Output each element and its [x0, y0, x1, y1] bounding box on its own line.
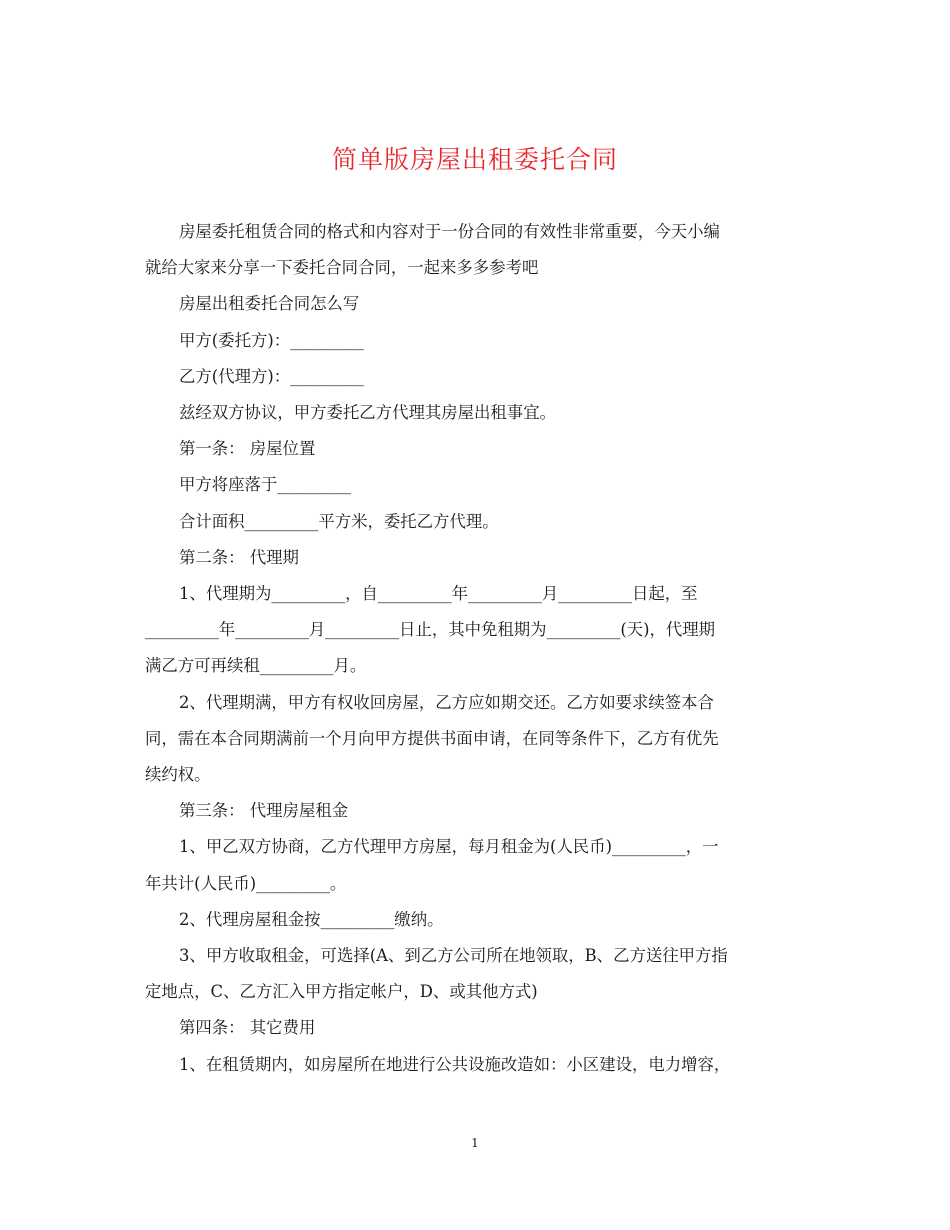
document-title: 简单版房屋出租委托合同 [331, 145, 618, 174]
paragraph-line: 同，需在本合同期满前一个月向甲方提供书面申请，在同等条件下，乙方有优先 [145, 728, 719, 748]
page-number: 1 [471, 1136, 479, 1150]
paragraph-line: 房屋出租委托合同怎么写 [179, 294, 360, 314]
paragraph-line: 合计面积_________平方米，委托乙方代理。 [179, 511, 499, 531]
paragraph-line: 满乙方可再续租_________月。 [145, 656, 367, 676]
paragraph-line: 兹经双方协议，甲方委托乙方代理其房屋出租事宜。 [179, 403, 556, 423]
paragraph-line: 1、代理期为_________，自_________年_________月_________日起，至 [179, 584, 698, 604]
document-body [145, 214, 801, 1083]
paragraph-line: 1、在租赁期内，如房屋所在地进行公共设施改造如：小区建设，电力增容， [179, 1054, 731, 1074]
section-heading: 第二条： 代理期 [179, 547, 299, 567]
paragraph-line: 就给大家来分享一下委托合同合同，一起来多多参考吧 [145, 258, 539, 278]
paragraph-line: 甲方将座落于_________ [179, 475, 352, 495]
paragraph-line: 3、甲方收取租金，可选择(A、到乙方公司所在地领取，B、乙方送往甲方指 [179, 946, 728, 966]
paragraph-line: 定地点，C、乙方汇入甲方指定帐户，D、或其他方式) [145, 982, 538, 1002]
paragraph-line: 年共计(人民币)_________。 [145, 873, 347, 893]
paragraph-line: 甲方(委托方)：_________ [179, 330, 364, 350]
section-heading: 第一条： 房屋位置 [179, 439, 316, 459]
paragraph-line: 续约权。 [145, 765, 211, 785]
section-heading: 第四条： 其它费用 [179, 1018, 316, 1038]
paragraph-line: 房屋委托租赁合同的格式和内容对于一份合同的有效性非常重要，今天小编 [179, 222, 720, 241]
paragraph-line: 乙方(代理方)：_________ [179, 366, 364, 386]
paragraph-line: 1、甲乙双方协商，乙方代理甲方房屋，每月租金为(人民币)_________，一 [179, 837, 719, 857]
paragraph-line: _________年_________月_________日止，其中免租期为_________(天)，代理期 [145, 620, 716, 640]
paragraph-line: 2、代理房屋租金按_________缴纳。 [179, 909, 444, 929]
paragraph-line: 2、代理期满，甲方有权收回房屋，乙方应如期交还。乙方如要求续签本合 [179, 692, 714, 712]
section-heading: 第三条： 代理房屋租金 [179, 801, 349, 821]
